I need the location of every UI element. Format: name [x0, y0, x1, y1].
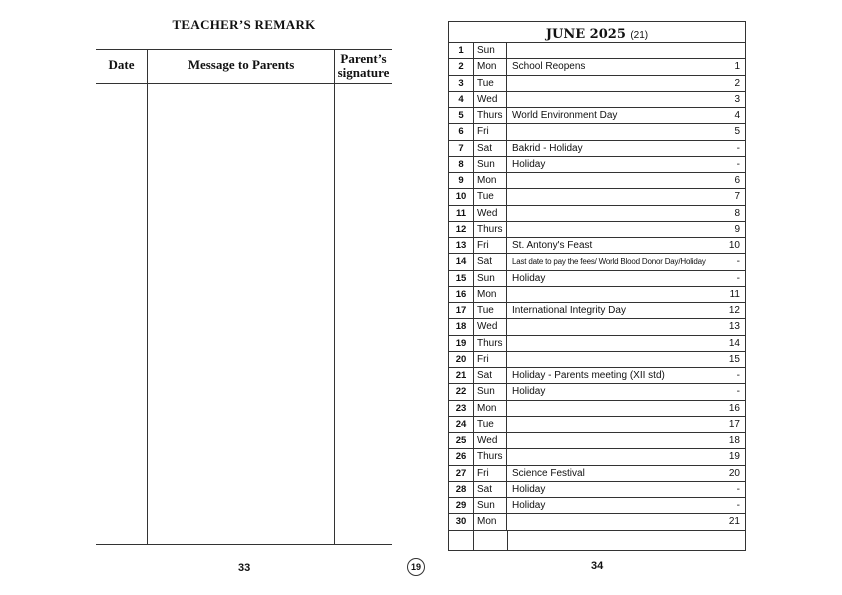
event-cell — [512, 222, 715, 237]
remark-bottom-rule — [96, 544, 392, 545]
event-cell: St. Antony's Feast — [512, 240, 593, 251]
calendar-row — [449, 222, 745, 238]
day-cell: Wed — [473, 319, 507, 334]
calendar-row — [449, 124, 745, 140]
working-day-count-cell: 9 — [734, 223, 740, 235]
working-day-count-cell: - — [736, 272, 740, 284]
calendar-row — [449, 43, 745, 59]
event-cell: International Integrity Day — [512, 305, 626, 316]
event-cell — [512, 336, 715, 351]
working-day-count-cell: 6 — [734, 175, 740, 186]
day-cell: Sat — [473, 368, 507, 383]
calendar-row — [449, 189, 745, 205]
message-header: Message to Parents — [187, 57, 295, 72]
month-label: JUNE 2025 — [545, 27, 626, 42]
signature-header-line1: Parent’s — [340, 51, 387, 66]
event-cell — [512, 206, 715, 221]
calendar-row — [449, 303, 745, 319]
remark-col-divider-1 — [147, 49, 148, 545]
calendar-row — [449, 482, 745, 498]
event-cell — [512, 449, 715, 464]
calendar-row — [449, 466, 745, 482]
day-cell: Mon — [473, 173, 507, 188]
event-cell: Holiday — [512, 386, 546, 398]
day-cell: Wed — [473, 92, 507, 107]
working-day-count-cell: 13 — [728, 321, 740, 333]
calendar-row — [449, 238, 745, 254]
working-day-count-cell: 11 — [729, 288, 740, 300]
date-cell: 5 — [449, 108, 474, 123]
calendar-row — [449, 433, 745, 449]
date-cell: 17 — [449, 303, 474, 318]
day-cell: Mon — [473, 401, 507, 416]
day-cell: Fri — [473, 238, 507, 253]
calendar-row — [449, 401, 745, 417]
date-cell: 3 — [449, 76, 474, 91]
blank-row-divider-2 — [507, 531, 508, 550]
remark-col-divider-2 — [334, 49, 335, 545]
calendar-row — [449, 108, 745, 124]
date-cell: 9 — [449, 173, 474, 188]
working-day-count-cell: 18 — [728, 435, 740, 446]
calendar-row — [449, 59, 745, 75]
day-cell: Sat — [473, 482, 507, 497]
calendar-row — [449, 141, 745, 157]
event-cell — [512, 189, 715, 204]
date-cell: 22 — [449, 384, 474, 399]
day-cell: Sat — [473, 141, 507, 156]
day-cell: Fri — [473, 352, 507, 367]
event-cell — [512, 433, 715, 448]
date-cell: 4 — [449, 92, 474, 107]
event-cell: Holiday — [512, 158, 546, 170]
working-day-count-cell: 5 — [734, 126, 740, 138]
event-cell — [512, 401, 715, 416]
calendar-title — [449, 22, 745, 43]
event-cell — [512, 514, 715, 529]
working-day-count-cell: 2 — [734, 77, 740, 89]
date-cell: 19 — [449, 336, 474, 351]
date-cell: 21 — [449, 368, 474, 383]
calendar-row — [449, 92, 745, 108]
day-cell: Mon — [473, 514, 507, 529]
working-day-count-cell: - — [736, 483, 740, 495]
teachers-remark-title: TEACHER’S REMARK — [172, 17, 316, 32]
remark-top-rule — [96, 49, 392, 50]
calendar-row — [449, 76, 745, 92]
event-cell: Holiday — [512, 500, 546, 511]
date-cell: 13 — [449, 238, 474, 253]
date-cell: 26 — [449, 449, 474, 464]
date-cell: 27 — [449, 466, 474, 481]
date-cell: 12 — [449, 222, 474, 237]
event-cell — [512, 319, 715, 334]
calendar-row — [449, 157, 745, 173]
event-cell — [512, 352, 715, 367]
remark-table — [96, 49, 392, 545]
date-cell: 6 — [449, 124, 474, 139]
calendar-row — [449, 498, 745, 514]
day-cell: Fri — [473, 466, 507, 481]
date-cell: 11 — [449, 206, 474, 221]
event-cell: School Reopens — [512, 61, 586, 73]
day-cell: Mon — [473, 59, 507, 74]
working-day-count-cell: 15 — [728, 353, 740, 365]
day-cell: Sun — [473, 384, 507, 399]
june-calendar — [448, 21, 746, 551]
date-cell: 10 — [449, 189, 474, 204]
signature-header — [335, 52, 392, 80]
date-cell: 2 — [449, 59, 474, 74]
event-cell — [512, 43, 715, 58]
event-cell: World Environment Day — [512, 110, 618, 121]
working-day-count-cell: 14 — [728, 337, 740, 349]
working-day-count-cell: 20 — [728, 467, 740, 479]
event-cell: Holiday — [512, 272, 546, 284]
calendar-row — [449, 368, 745, 384]
working-day-count-cell: - — [736, 500, 740, 511]
day-cell: Sun — [473, 271, 507, 286]
calendar-row — [449, 173, 745, 189]
event-cell — [512, 92, 715, 107]
day-cell: Thurs — [473, 108, 507, 123]
working-day-count-cell: 4 — [734, 110, 740, 121]
date-cell: 18 — [449, 319, 474, 334]
date-cell: 1 — [449, 43, 474, 58]
calendar-row — [449, 352, 745, 368]
event-cell — [512, 173, 715, 188]
calendar-row — [449, 514, 745, 530]
date-cell: 7 — [449, 141, 474, 156]
date-cell: 29 — [449, 498, 474, 513]
day-cell: Wed — [473, 206, 507, 221]
event-cell — [512, 76, 715, 91]
day-cell: Sun — [473, 498, 507, 513]
date-cell: 20 — [449, 352, 474, 367]
calendar-row — [449, 384, 745, 400]
event-cell: Science Festival — [512, 467, 585, 479]
day-cell: Tue — [473, 189, 507, 204]
working-day-count-cell: 8 — [734, 207, 740, 219]
day-cell: Thurs — [473, 222, 507, 237]
working-day-count-cell: - — [736, 142, 740, 154]
working-day-count-cell: - — [736, 386, 740, 398]
calendar-row — [449, 319, 745, 335]
calendar-blank-row — [449, 531, 745, 550]
sheet-number-badge: 19 — [407, 558, 425, 576]
working-day-count-cell: 21 — [728, 516, 740, 528]
date-cell: 24 — [449, 417, 474, 432]
date-cell: 30 — [449, 514, 474, 529]
event-cell: Bakrid - Holiday — [512, 142, 583, 154]
working-days-count: (21) — [630, 30, 649, 41]
day-cell: Sun — [473, 43, 507, 58]
day-cell: Wed — [473, 433, 507, 448]
calendar-row — [449, 417, 745, 433]
day-cell: Tue — [473, 303, 507, 318]
working-day-count-cell — [712, 43, 740, 58]
working-day-count-cell: - — [736, 256, 740, 268]
date-header: Date — [108, 57, 135, 72]
date-cell: 23 — [449, 401, 474, 416]
date-cell: 25 — [449, 433, 474, 448]
day-cell: Tue — [473, 417, 507, 432]
day-cell: Fri — [473, 124, 507, 139]
date-cell: 14 — [449, 254, 474, 269]
working-day-count-cell: 16 — [728, 402, 740, 414]
working-day-count-cell: - — [736, 158, 740, 170]
event-cell: Last date to pay the fees/ World Blood Donor Day/Holiday — [512, 257, 706, 267]
calendar-rows — [449, 43, 745, 531]
day-cell: Mon — [473, 287, 507, 302]
day-cell: Sat — [473, 254, 507, 269]
date-cell: 16 — [449, 287, 474, 302]
working-day-count-cell: 10 — [728, 240, 740, 251]
blank-row-divider-1 — [473, 531, 474, 550]
day-cell: Sun — [473, 157, 507, 172]
calendar-row — [449, 271, 745, 287]
event-cell — [512, 287, 715, 302]
remark-header-rule — [96, 83, 392, 84]
working-day-count-cell: 12 — [728, 305, 740, 316]
working-day-count-cell: 7 — [734, 191, 740, 203]
event-cell — [512, 417, 715, 432]
working-day-count-cell: 3 — [734, 93, 740, 105]
calendar-row — [449, 254, 745, 270]
working-day-count-cell: 1 — [734, 61, 740, 73]
event-cell: Holiday - Parents meeting (XII std) — [512, 370, 665, 381]
signature-header-line2: signature — [337, 65, 390, 80]
calendar-row — [449, 206, 745, 222]
working-day-count-cell: - — [736, 370, 740, 381]
day-cell: Thurs — [473, 449, 507, 464]
calendar-row — [449, 336, 745, 352]
working-day-count-cell: 19 — [728, 451, 740, 463]
day-cell: Thurs — [473, 336, 507, 351]
calendar-row — [449, 287, 745, 303]
calendar-row — [449, 449, 745, 465]
event-cell — [512, 124, 715, 139]
left-page-number: 33 — [238, 562, 251, 574]
right-page-number: 34 — [591, 560, 604, 572]
working-day-count-cell: 17 — [728, 418, 740, 430]
day-cell: Tue — [473, 76, 507, 91]
date-cell: 28 — [449, 482, 474, 497]
event-cell: Holiday — [512, 483, 546, 495]
date-cell: 8 — [449, 157, 474, 172]
date-cell: 15 — [449, 271, 474, 286]
